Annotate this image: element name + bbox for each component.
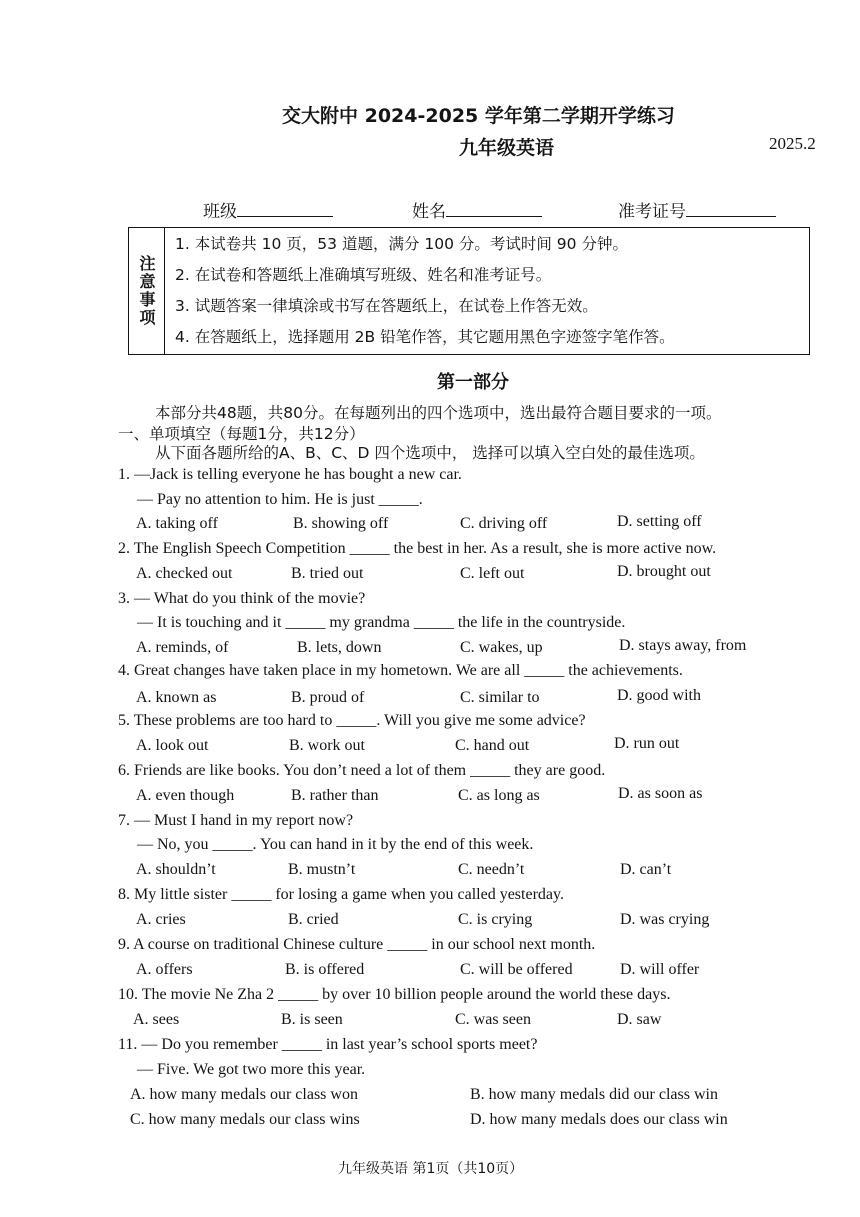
option-c[interactable]: C. how many medals our class wins [130, 1111, 360, 1128]
question-stem: 6. Friends are like books. You don’t need a lot of them _____ they are good. [118, 762, 606, 779]
option-d[interactable]: D. can’t [620, 861, 672, 878]
part-title: 第一部分 [437, 372, 509, 393]
option-b[interactable]: B. showing off [293, 515, 389, 532]
option-d[interactable]: D. brought out [617, 563, 711, 580]
option-d[interactable]: D. saw [617, 1011, 662, 1028]
id-label: 准考证号 [618, 202, 686, 222]
option-c[interactable]: C. was seen [455, 1011, 531, 1028]
option-b[interactable]: B. is seen [281, 1011, 343, 1028]
question-reply: — Pay no attention to him. He is just _____. [137, 491, 423, 508]
option-b[interactable]: B. is offered [285, 961, 365, 978]
option-d[interactable]: D. was crying [620, 911, 710, 928]
exam-subtitle: 九年级英语 [459, 137, 555, 159]
option-a[interactable]: A. look out [136, 737, 209, 754]
notice-item: 1. 本试卷共 10 页，53 道题，满分 100 分。考试时间 90 分钟。 [175, 235, 628, 253]
exam-title: 交大附中 2024-2025 学年第二学期开学练习 [282, 105, 675, 127]
part-intro: 本部分共48题，共80分。在每题列出的四个选项中，选出最符合题目要求的一项。 [155, 404, 722, 422]
option-c[interactable]: C. is crying [458, 911, 533, 928]
question-stem: 9. A course on traditional Chinese culture _____ in our school next month. [118, 936, 596, 953]
notice-box [128, 227, 810, 355]
option-b[interactable]: B. tried out [291, 565, 364, 582]
question-stem: 5. These problems are too hard to _____. Will you give me some advice? [118, 712, 586, 729]
question-reply: — It is touching and it _____ my grandma _____ the life in the countryside. [137, 614, 626, 631]
option-c[interactable]: C. as long as [458, 787, 540, 804]
class-blank[interactable] [237, 200, 333, 217]
option-c[interactable]: C. similar to [460, 689, 540, 706]
exam-date: 2025.2 [769, 134, 816, 153]
option-a[interactable]: A. known as [136, 689, 217, 706]
option-a[interactable]: A. cries [136, 911, 186, 928]
name-label: 姓名 [412, 202, 446, 222]
question-stem: 3. — What do you think of the movie? [118, 590, 366, 607]
section-instruction: 从下面各题所给的A、B、C、D 四个选项中， 选择可以填入空白处的最佳选项。 [155, 444, 705, 462]
option-d[interactable]: D. good with [617, 687, 701, 704]
option-a[interactable]: A. even though [136, 787, 235, 804]
option-a[interactable]: A. offers [136, 961, 193, 978]
page-footer: 九年级英语 第1页（共10页） [338, 1161, 524, 1177]
question-reply: — No, you _____. You can hand in it by the end of this week. [137, 836, 534, 853]
option-d[interactable]: D. run out [614, 735, 680, 752]
option-b[interactable]: B. work out [289, 737, 365, 754]
section-title: 一、单项填空（每题1分，共12分） [118, 425, 365, 443]
option-c[interactable]: C. driving off [460, 515, 548, 532]
option-a[interactable]: A. sees [133, 1011, 180, 1028]
question-stem: 8. My little sister _____ for losing a game when you called yesterday. [118, 886, 564, 903]
class-label: 班级 [203, 202, 237, 222]
option-c[interactable]: C. hand out [455, 737, 530, 754]
question-reply: — Five. We got two more this year. [137, 1061, 366, 1078]
name-blank[interactable] [446, 200, 542, 217]
option-b[interactable]: B. lets, down [297, 639, 382, 656]
name-field [412, 197, 542, 222]
option-d[interactable]: D. how many medals does our class win [470, 1111, 728, 1128]
option-b[interactable]: B. proud of [291, 689, 365, 706]
option-d[interactable]: D. as soon as [618, 785, 703, 802]
option-d[interactable]: D. stays away, from [619, 637, 747, 654]
option-a[interactable]: A. checked out [136, 565, 233, 582]
option-a[interactable]: A. how many medals our class won [130, 1086, 358, 1103]
notice-heading: 注意事项 [129, 228, 165, 354]
option-c[interactable]: C. needn’t [458, 861, 525, 878]
notice-item: 4. 在答题纸上，选择题用 2B 铅笔作答，其它题用黑色字迹签字笔作答。 [175, 328, 675, 346]
question-stem: 11. — Do you remember _____ in last year’s school sports meet? [118, 1036, 538, 1053]
question-stem: 4. Great changes have taken place in my hometown. We are all _____ the achievements. [118, 662, 683, 679]
option-b[interactable]: B. how many medals did our class win [470, 1086, 718, 1103]
question-stem: 10. The movie Ne Zha 2 _____ by over 10 billion people around the world these days. [118, 986, 671, 1003]
option-b[interactable]: B. mustn’t [288, 861, 356, 878]
option-b[interactable]: B. rather than [291, 787, 379, 804]
question-stem: 1. —Jack is telling everyone he has bought a new car. [118, 466, 462, 483]
notice-item: 2. 在试卷和答题纸上准确填写班级、姓名和准考证号。 [175, 266, 552, 284]
option-a[interactable]: A. shouldn’t [136, 861, 216, 878]
option-a[interactable]: A. reminds, of [136, 639, 229, 656]
notice-item: 3. 试题答案一律填涂或书写在答题纸上，在试卷上作答无效。 [175, 297, 598, 315]
option-a[interactable]: A. taking off [136, 515, 218, 532]
id-field [618, 197, 776, 222]
question-stem: 2. The English Speech Competition _____ the best in her. As a result, she is more active now. [118, 540, 717, 557]
option-d[interactable]: D. will offer [620, 961, 700, 978]
option-c[interactable]: C. left out [460, 565, 525, 582]
option-c[interactable]: C. will be offered [460, 961, 573, 978]
option-b[interactable]: B. cried [288, 911, 339, 928]
class-field [203, 197, 333, 222]
option-d[interactable]: D. setting off [617, 513, 702, 530]
id-blank[interactable] [686, 200, 776, 217]
question-stem: 7. — Must I hand in my report now? [118, 812, 354, 829]
option-c[interactable]: C. wakes, up [460, 639, 543, 656]
